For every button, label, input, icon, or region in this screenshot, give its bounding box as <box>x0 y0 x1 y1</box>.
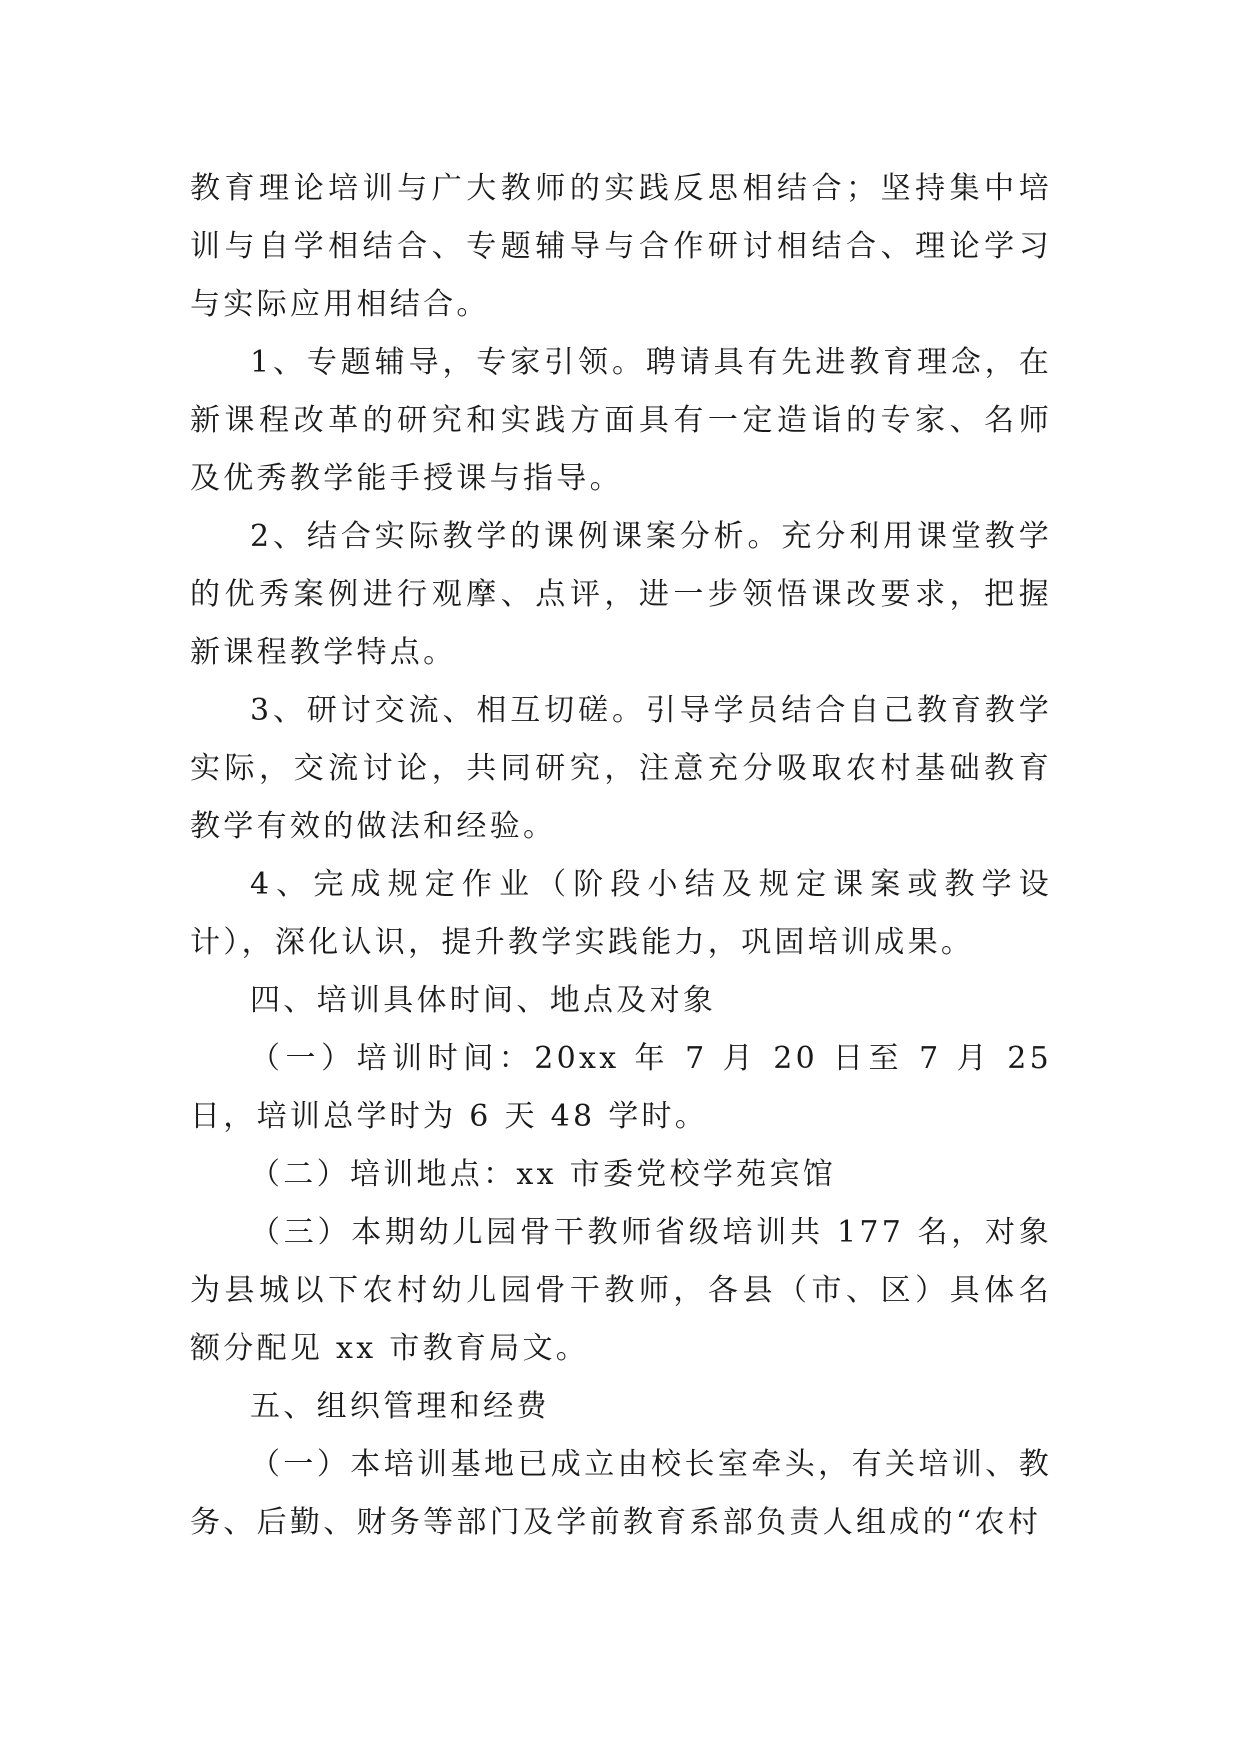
paragraph-item-3: 3、研讨交流、相互切磋。引导学员结合自己教育教学实际，交流讨论，共同研究，注意充分吸取农村基础教育教学有效的做法和经验。 <box>190 693 1052 844</box>
paragraph-item-1: 1、专题辅导，专家引领。聘请具有先进教育理念，在新课程改革的研究和实践方面具有一定造诣的专家、名师及优秀教学能手授课与指导。 <box>190 345 1052 496</box>
document-body <box>190 160 1052 1552</box>
section-heading-5: 五、组织管理和经费 <box>250 1389 550 1424</box>
paragraph-organization: （一）本培训基地已成立由校长室牵头，有关培训、教务、后勤、财务等部门及学前教育系部负责人组成的“农村 <box>190 1447 1052 1540</box>
section-heading-4: 四、培训具体时间、地点及对象 <box>250 983 717 1018</box>
paragraph-training-location: （二）培训地点：xx 市委党校学苑宾馆 <box>250 1157 837 1192</box>
paragraph-item-4: 4、完成规定作业（阶段小结及规定课案或教学设计），深化认识，提升教学实践能力，巩固培训成果。 <box>190 867 1052 960</box>
paragraph-training-targets: （三）本期幼儿园骨干教师省级培训共 177 名，对象为县城以下农村幼儿园骨干教师，各县（市、区）具体名额分配见 xx 市教育局文。 <box>190 1215 1052 1366</box>
paragraph-training-time: （一）培训时间：20xx 年 7 月 20 日至 7 月 25 日，培训总学时为 6 天 48 学时。 <box>190 1041 1052 1134</box>
paragraph-item-2: 2、结合实际教学的课例课案分析。充分利用课堂教学的优秀案例进行观摩、点评，进一步领悟课改要求，把握新课程教学特点。 <box>190 519 1052 670</box>
paragraph-intro: 教育理论培训与广大教师的实践反思相结合；坚持集中培训与自学相结合、专题辅导与合作研讨相结合、理论学习与实际应用相结合。 <box>190 171 1052 322</box>
